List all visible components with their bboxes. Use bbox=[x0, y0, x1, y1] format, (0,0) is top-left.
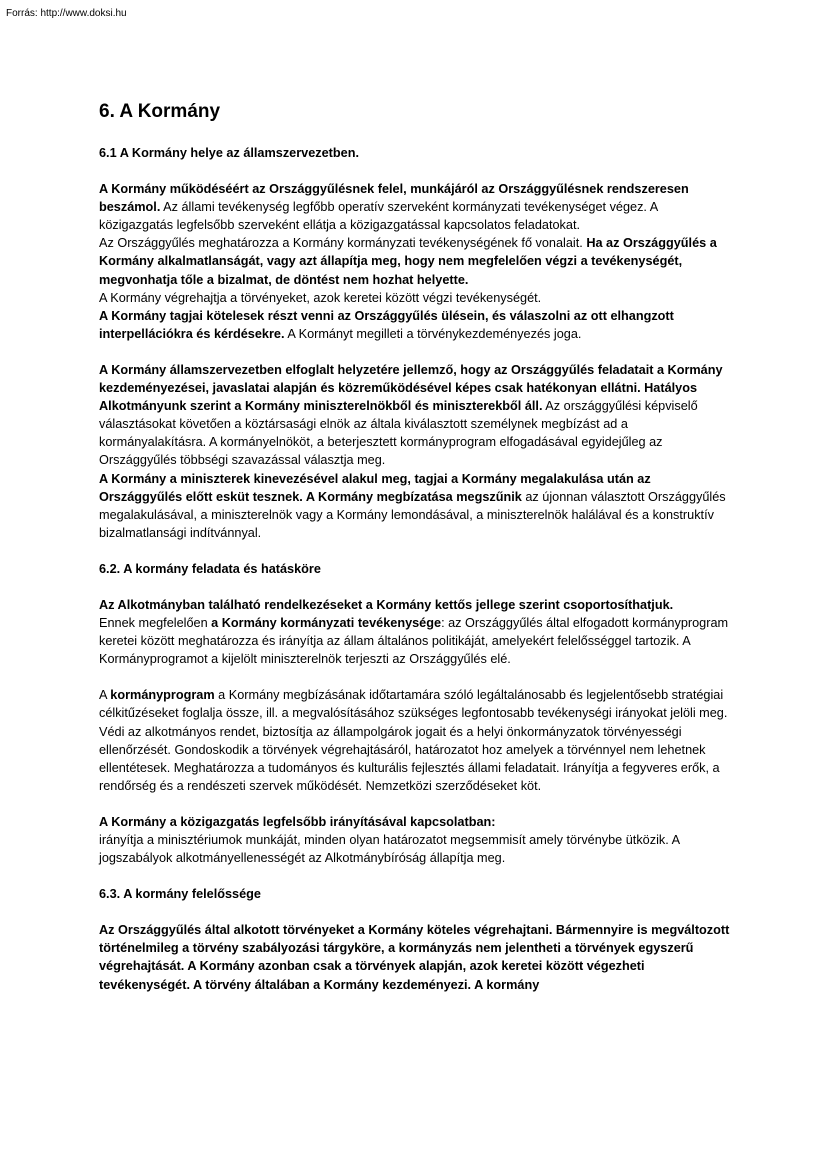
section-heading-6-2: 6.2. A kormány feladata és hatásköre bbox=[99, 561, 321, 576]
paragraph-6-1-2 bbox=[99, 361, 734, 542]
body-text: Az állami tevékenység legfőbb operatív szerveként kormányzati tevékenységet végez. A közigazgatás legfelsőbb szerveként ellátja a közigazgatással kapcsolatos feladatokat. bbox=[99, 200, 658, 233]
body-text: Védi az alkotmányos rendet, biztosítja az állampolgárok jogait és a helyi önkormányzatok törvényességi ellenőrzését. Gondoskodik a törvények végrehajtásáról, határozatot hoz amelyek a törvénnyel nem lehetnek ellentétesek. Meghatározza a tudományos és kulturális fejlesztés állami feladatait. Irányítja a fegyveres erők, a rendőrség és a rendészeti szervek működését. Nemzetközi szerződéseket köt. bbox=[99, 724, 720, 793]
bold-text: kormányprogram bbox=[110, 688, 215, 703]
paragraph-6-2-1 bbox=[99, 596, 734, 668]
body-text: A Kormányt megilleti a törvénykezdeményezés joga. bbox=[284, 326, 582, 341]
paragraph-6-2-3 bbox=[99, 813, 734, 867]
bold-text: A Kormány a miniszterek kinevezésével alakul meg, tagjai a Kormány megalakulása után az Országgyűlés előtt esküt tesznek. A Kormány megbízatása megszűnik bbox=[99, 471, 651, 504]
bold-text: Az Országgyűlés által alkotott törvényeket a Kormány köteles végrehajtani. Bármennyire is megváltozott történelmileg a törvény szabályozási tárgyköre, a kormányzás nem jelentheti a törvények egyszerű végrehajtását. A Kormány azonban csak a törvények alapján, azok keretei között végezheti tevékenységét. A törvény általában a Kormány kezdeményezi. A kormány bbox=[99, 923, 730, 992]
bold-text: A Kormány a közigazgatás legfelsőbb irányításával kapcsolatban: bbox=[99, 814, 496, 829]
paragraph-6-3-1 bbox=[99, 921, 734, 993]
bold-text: A Kormány tagjai kötelesek részt venni az Országgyűlés ülésein, és válaszolni az ott elhangzott interpellációkra és kérdésekre. bbox=[99, 308, 674, 341]
body-text: az újonnan választott Országgyűlés megalakulásával, a miniszterelnök vagy a Kormány lemondásával, a miniszterelnök halálával és a konstruktív bizalmatlansági indítvánnyal. bbox=[99, 489, 726, 540]
body-text: Az országgyűlési képviselő választásokat követően a köztársasági elnök az általa kiválasztott személynek megbízást ad a kormányalakításra. A kormányelnököt, a beterjesztett kormányprogram elfogadásával egyidejűleg az Országgyűlés többségi szavazással választja meg. bbox=[99, 399, 698, 468]
source-label: Forrás: http://www.doksi.hu bbox=[6, 8, 127, 19]
body-text: a Kormány megbízásának időtartamára szóló legáltalánosabb és legjelentősebb stratégiai célkitűzéseket foglalja össze, ill. a megvalósításához szükséges legfontosabb tevékenységi irányokat jelöli meg. bbox=[99, 688, 728, 721]
bold-text: Az Alkotmányban található rendelkezéseket a Kormány kettős jellege szerint csoportosíthatjuk. bbox=[99, 597, 674, 612]
section-heading-6-3: 6.3. A kormány felelőssége bbox=[99, 887, 261, 902]
body-text: : az Országgyűlés által elfogadott kormányprogram keretei között meghatározza és irányítja az állam általános politikáját, amelyekért felelősséggel tartozik. A Kormányprogramot a kijelölt miniszterelnök terjeszti az Országgyűlés elé. bbox=[99, 616, 729, 667]
bold-text: A Kormány működéséért az Országgyűlésnek felel, munkájáról az Országgyűlésnek rendszeresen beszámol. bbox=[99, 182, 689, 215]
body-text: Az Országgyűlés meghatározza a Kormány kormányzati tevékenységének fő vonalait. bbox=[99, 236, 587, 251]
bold-text: a Kormány kormányzati tevékenysége bbox=[211, 616, 442, 631]
page-title: 6. A Kormány bbox=[99, 101, 221, 122]
body-text: A bbox=[99, 688, 111, 703]
bold-text: Ha az Országgyűlés a Kormány alkalmatlanságát, vagy azt állapítja meg, hogy nem megfelelően végzi a tevékenységét, megvonhatja tőle a bizalmat, de döntést nem hozhat helyette. bbox=[99, 236, 717, 287]
body-text: irányítja a minisztériumok munkáját, minden olyan határozatot megsemmisít amely törvénybe ütközik. A jogszabályok alkotmányellenességét az Alkotmánybíróság állapítja meg. bbox=[99, 833, 680, 866]
document-page bbox=[99, 100, 734, 994]
bold-text: A Kormány államszervezetben elfoglalt helyzetére jellemző, hogy az Országgyűlés feladatait a Kormány kezdeményezései, javaslatai alapján és közreműködésével képes csak hatékonyan ellátni. Hatályos Alkotmányunk szerint a Kormány miniszterelnökből és miniszterekből áll. bbox=[99, 362, 723, 414]
paragraph-6-1-1 bbox=[99, 180, 734, 343]
body-text: A Kormány végrehajtja a törvényeket, azok keretei között végzi tevékenységét. bbox=[99, 290, 542, 305]
paragraph-6-2-2 bbox=[99, 686, 734, 795]
body-text: Ennek megfelelően bbox=[99, 616, 212, 631]
section-heading-6-1: 6.1 A Kormány helye az államszervezetben. bbox=[99, 146, 359, 160]
